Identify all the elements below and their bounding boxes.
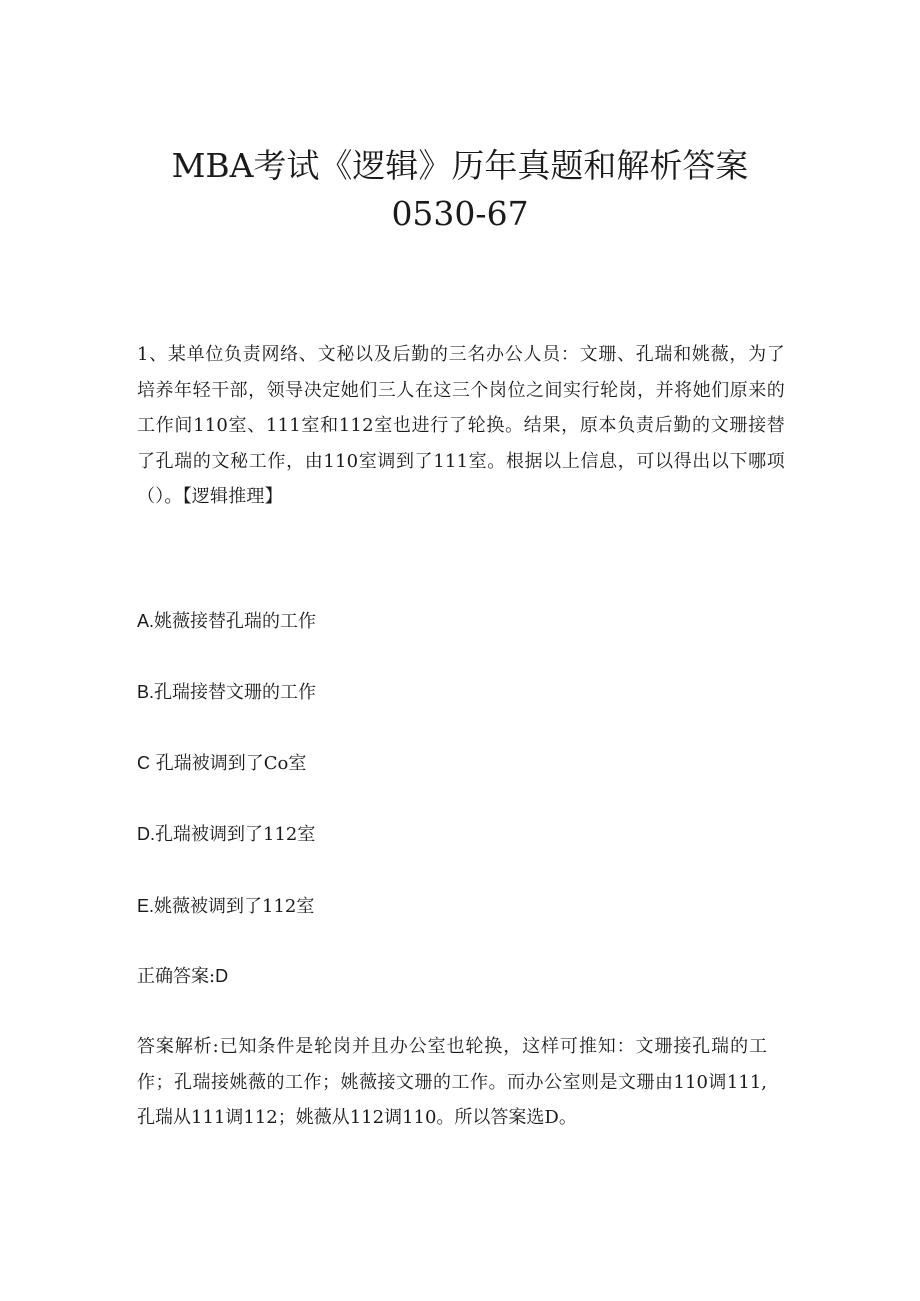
option-d-text: 孔瑞被调到了112室 [155, 824, 316, 845]
option-b-text: 孔瑞接替文珊的工作 [154, 682, 317, 703]
document-title-code: 0530-67 [391, 194, 529, 233]
option-b-label: B. [137, 682, 155, 702]
correct-answer-value: D [215, 966, 229, 986]
option-c [137, 751, 306, 776]
option-a-text: 姚薇接替孔瑞的工作 [154, 611, 317, 632]
correct-answer [137, 964, 228, 989]
option-a [137, 609, 316, 634]
document-title: MBA考试《逻辑》历年真题和解析答案 [171, 146, 749, 185]
option-e [137, 894, 314, 919]
option-c-label: C [137, 753, 150, 773]
option-e-label: E. [137, 896, 155, 916]
option-d-label: D. [137, 824, 155, 844]
option-d [137, 822, 315, 847]
option-a-label: A. [137, 611, 155, 631]
option-b [137, 680, 316, 705]
option-e-text: 姚薇被调到了112室 [154, 896, 315, 917]
question-text: 1、某单位负责网络、文秘以及后勤的三名办公人员：文珊、孔瑞和姚薇，为了培养年轻干部，领导决定她们三人在这三个岗位之间实行轮岗，并将她们原来的工作间110室、111室和112室也进行了轮换。结果，原本负责后勤的文珊接替了孔瑞的文秘工作，由110室调到了111室。根据以上信息，可以得出以下哪项（）。【逻辑推理】 [137, 344, 785, 507]
correct-answer-label: 正确答案: [137, 966, 216, 987]
answer-analysis: 答案解析:已知条件是轮岗并且办公室也轮换，这样可推知：文珊接孔瑞的工作；孔瑞接姚薇的工作；姚薇接文珊的工作。而办公室则是文珊由110调111,孔瑞从111调112；姚薇从112调110。所以答案选D。 [137, 1036, 767, 1128]
option-c-text: 孔瑞被调到了Co室 [155, 753, 307, 774]
